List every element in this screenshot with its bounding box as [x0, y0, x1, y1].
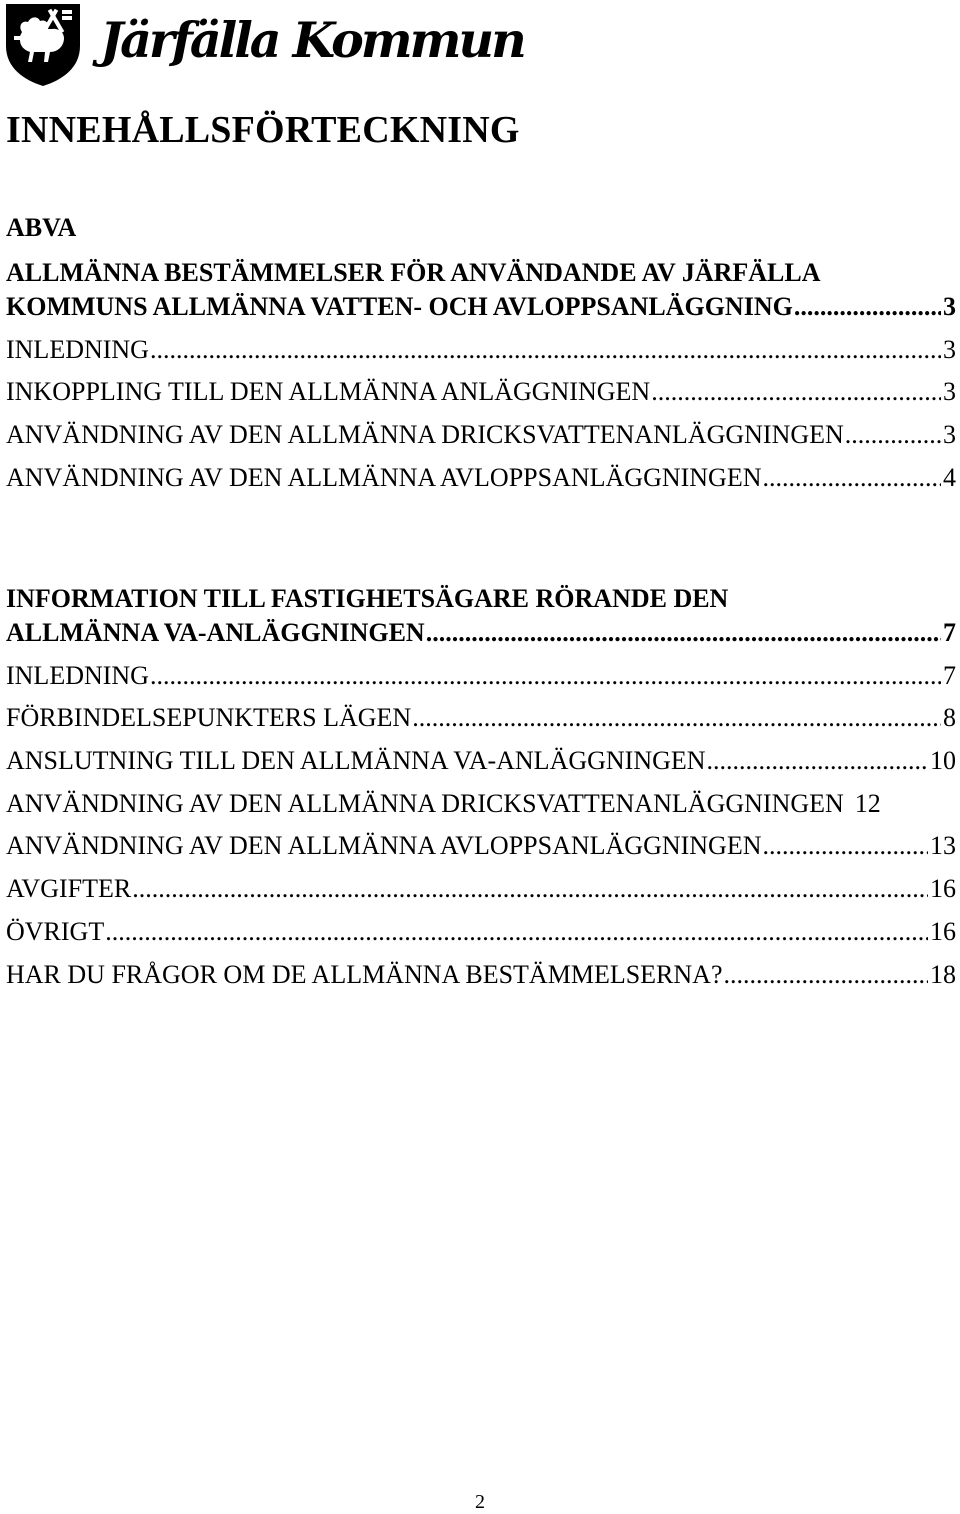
toc-entry[interactable]: [6, 915, 960, 958]
toc-dot-leader: [724, 958, 929, 992]
toc-page-number: 12: [854, 788, 881, 818]
toc-entry[interactable]: [6, 829, 960, 872]
toc-entry-title: INLEDNING: [6, 334, 149, 364]
toc-entry[interactable]: [6, 872, 960, 915]
toc-page-number: 3: [943, 377, 956, 407]
toc-entry[interactable]: [6, 701, 960, 744]
toc-heading-entry[interactable]: [6, 616, 960, 659]
section-label: ABVA: [6, 213, 77, 242]
toc-dot-leader: [707, 744, 928, 778]
toc-heading-entry[interactable]: [6, 290, 960, 333]
toc-dot-leader: [150, 333, 941, 367]
toc-page-number: 3: [943, 292, 956, 321]
toc-entry[interactable]: [6, 659, 960, 702]
toc-dot-leader: [105, 915, 928, 949]
toc-heading-line: INFORMATION TILL FASTIGHETSÄGARE RÖRANDE DEN: [6, 584, 729, 613]
toc-dot-leader: [845, 418, 941, 452]
toc-entry[interactable]: [6, 333, 960, 376]
toc-entry-title: ANSLUTNING TILL DEN ALLMÄNNA VA-ANLÄGGNINGEN: [6, 746, 706, 776]
toc-entry-title: ANVÄNDNING AV DEN ALLMÄNNA AVLOPPSANLÄGGNINGEN: [6, 462, 762, 492]
toc-page-number: 10: [930, 746, 956, 776]
toc-page-number: 3: [943, 420, 956, 450]
toc-entry-title: ANVÄNDNING AV DEN ALLMÄNNA DRICKSVATTENANLÄGGNINGEN: [6, 788, 844, 818]
toc-page-number: 7: [943, 618, 956, 647]
coat-of-arms-icon: [4, 2, 82, 86]
toc-entry[interactable]: [6, 787, 960, 830]
logo-wordmark: Järfälla Kommun: [100, 11, 524, 69]
toc-page-number: 13: [930, 831, 956, 861]
toc-page-number: 8: [943, 703, 956, 733]
toc-entry[interactable]: [6, 958, 960, 1001]
header-logo: [4, 2, 524, 86]
toc-entry[interactable]: [6, 375, 960, 418]
footer-page-number: 2: [475, 1491, 485, 1513]
toc-entry[interactable]: [6, 418, 960, 461]
toc-dot-leader: [132, 872, 928, 906]
toc-entry-title: ANVÄNDNING AV DEN ALLMÄNNA AVLOPPSANLÄGGNINGEN: [6, 831, 762, 861]
toc-dot-leader: [763, 829, 929, 863]
toc-entry-title: ÖVRIGT: [6, 916, 105, 946]
toc-entry-title: INKOPPLING TILL DEN ALLMÄNNA ANLÄGGNINGEN: [6, 377, 651, 407]
toc-entry-title: ANVÄNDNING AV DEN ALLMÄNNA DRICKSVATTENANLÄGGNINGEN: [6, 420, 844, 450]
toc-dot-leader: [651, 375, 941, 409]
toc-dot-leader: [150, 659, 941, 693]
toc-entry-title: KOMMUNS ALLMÄNNA VATTEN- OCH AVLOPPSANLÄGGNING: [6, 292, 793, 321]
toc-entry-title: ALLMÄNNA VA-ANLÄGGNINGEN: [6, 618, 425, 647]
toc-dot-leader: [426, 616, 941, 650]
toc-entry-title: FÖRBINDELSEPUNKTERS LÄGEN: [6, 703, 412, 733]
toc-page-number: 3: [943, 334, 956, 364]
toc-dot-leader: [763, 461, 942, 495]
toc-part-2: [6, 582, 960, 1000]
toc-entry[interactable]: [6, 461, 960, 504]
toc-entry-title: AVGIFTER: [6, 874, 132, 904]
toc-entry[interactable]: [6, 744, 960, 787]
toc-page-number: 18: [930, 959, 956, 989]
toc-dot-leader: [794, 290, 941, 324]
page-title: INNEHÅLLSFÖRTECKNING: [6, 109, 520, 151]
toc-page-number: 16: [930, 874, 956, 904]
toc-heading-line: ALLMÄNNA BESTÄMMELSER FÖR ANVÄNDANDE AV JÄRFÄLLA: [6, 258, 821, 287]
toc-page-number: 16: [930, 916, 956, 946]
toc-page-number: 4: [943, 462, 956, 492]
toc-entry-title: HAR DU FRÅGOR OM DE ALLMÄNNA BESTÄMMELSERNA?: [6, 959, 723, 989]
toc-page-number: 7: [943, 660, 956, 690]
toc-part-1: [6, 256, 960, 503]
toc-dot-leader: [412, 701, 941, 735]
toc-entry-title: INLEDNING: [6, 660, 149, 690]
